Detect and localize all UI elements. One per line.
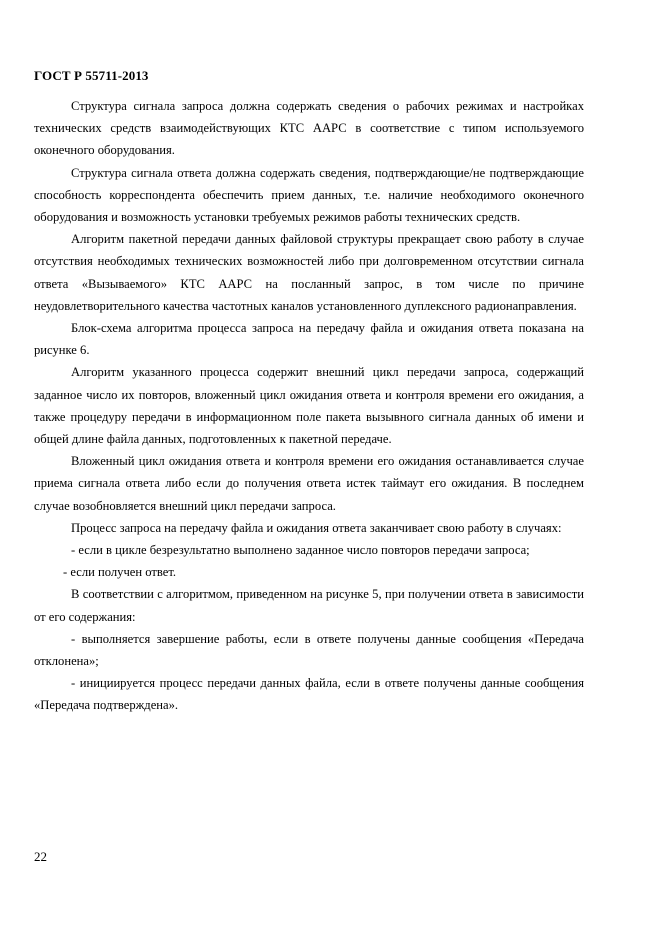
paragraph: Структура сигнала ответа должна содержать сведения, подтверждающие/не подтверждающие способность корреспондента обеспечить прием данных, т.е. наличие необходимого оконечного оборудования и возможность установки требуемых режимов работы технических средств.	[34, 165, 584, 225]
paragraph: Алгоритм пакетной передачи данных файловой структуры прекращает свою работу в случае отсутствия необходимых технических возможностей либо при долговременном отсутствии сигнала ответа «Вызываемого» КТС ААРС на посланный запрос, в том числе по причине неудовлетворительного качества частотных каналов установленного дуплексного радионаправления.	[34, 232, 584, 313]
paragraph: Алгоритм указанного процесса содержит внешний цикл передачи запроса, содержащий заданное число их повторов, вложенный цикл ожидания ответа и контроля времени его ожидания, а также процедуру передачи в информационном поле пакета вызывного сигнала данных об имени и общей длине файла данных, подготовленных к пакетной передаче.	[34, 365, 584, 447]
document-body	[34, 95, 584, 717]
paragraph: Вложенный цикл ожидания ответа и контроля времени его ожидания останавливается случае приема сигнала ответа либо если до получения ответа истек таймаут его ожидания. В последнем случае возобновляется внешний цикл передачи запроса.	[34, 454, 584, 513]
list-item: - если получен ответ.	[63, 565, 177, 580]
list-item: - выполняется завершение работы, если в ответе получены данные сообщения «Передача отклонена»;	[34, 631, 584, 669]
list-item: - инициируется процесс передачи данных файла, если в ответе получены данные сообщения «Передача подтверждена».	[34, 676, 584, 713]
paragraph: В соответствии с алгоритмом, приведенном на рисунке 5, при получении ответа в зависимости от его содержания:	[34, 587, 584, 624]
paragraph: Блок-схема алгоритма процесса запроса на передачу файла и ожидания ответа показана на рисунке 6.	[34, 321, 584, 358]
paragraph: Процесс запроса на передачу файла и ожидания ответа заканчивает свою работу в случаях:	[71, 520, 562, 535]
list-item: - если в цикле безрезультатно выполнено заданное число повторов передачи запроса;	[71, 543, 530, 558]
paragraph: Структура сигнала запроса должна содержать сведения о рабочих режимах и настройках технических средств взаимодействующих КТС ААРС в соответствие с типом используемого оконечного оборудования.	[34, 99, 584, 158]
document-code-header: ГОСТ Р 55711-2013	[34, 68, 149, 83]
page-number: 22	[34, 849, 47, 864]
